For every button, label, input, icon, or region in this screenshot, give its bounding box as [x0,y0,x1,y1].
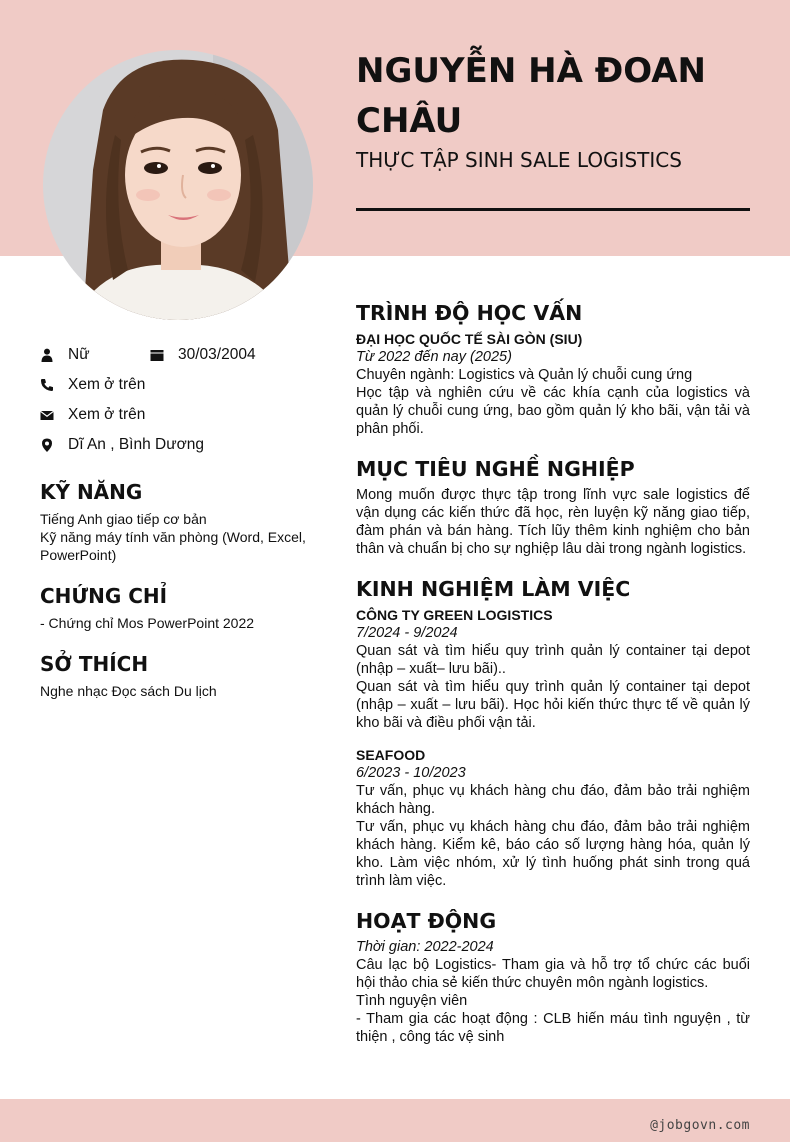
location-pin-icon [40,438,54,452]
education-description: Học tập và nghiên cứu về các khía cạnh của logistics và quản lý chuỗi cung ứng, bao gồm quản lý kho bãi, vận tải và phân phối. [356,385,750,437]
personal-row [40,340,330,370]
education-heading: TRÌNH ĐỘ HỌC VẤN [356,301,583,325]
experience-line: Quan sát và tìm hiểu quy trình quản lý container tại depot (nhập – xuất – lưu bãi). Học hỏi kiến thức thực tế về quản lý kho bãi và điều phối vận tải. [356,679,750,731]
watermark: @jobgovn.com [650,1118,750,1133]
header-divider [356,208,750,211]
experience-line: Quan sát và tìm hiểu quy trình quản lý container tại depot (nhập – xuất– lưu bãi).. [356,643,750,677]
job-title: THỰC TẬP SINH SALE LOGISTICS [356,148,682,172]
company-name: SEAFOOD [356,747,426,763]
phone-row [40,370,330,400]
company-name: CÔNG TY GREEN LOGISTICS [356,607,553,623]
calendar-icon [150,348,164,362]
activity-line: Tình nguyện viên [356,993,468,1009]
avatar-photo [43,50,313,320]
address-value: Dĩ An , Bình Dương [68,436,204,453]
experience-entry [356,746,750,890]
certificate-item: - Chứng chỉ Mos PowerPoint 2022 [40,615,255,631]
activities-period: Thời gian: 2022-2024 [356,939,494,955]
phone-value: Xem ở trên [68,376,146,393]
birthday-value: 30/03/2004 [178,346,256,363]
experience-line: Tư vấn, phục vụ khách hàng chu đáo, đảm bảo trải nghiệm khách hàng. [356,783,750,817]
gender-item [40,346,150,364]
education-section [356,298,750,438]
phone-icon [40,378,54,392]
experience-line: Tư vấn, phục vụ khách hàng chu đáo, đảm bảo trải nghiệm khách hàng. Kiểm kê, báo cáo số lượng hàng hóa, quản lý kho. Làm việc nhóm, xử lý tình huống phát sinh trong quá trình làm việc. [356,819,750,889]
hobbies-text: Nghe nhạc Đọc sách Du lịch [40,683,217,699]
email-value: Xem ở trên [68,406,146,423]
experience-section [356,574,750,890]
activity-line: - Tham gia các hoạt động : CLB hiến máu tình nguyện , từ thiện , công tác vệ sinh [356,1011,750,1045]
school-name: ĐẠI HỌC QUỐC TẾ SÀI GÒN (SIU) [356,331,583,347]
avatar [43,50,313,320]
activities-heading: HOẠT ĐỘNG [356,909,497,933]
address-row [40,430,330,460]
experience-heading: KINH NGHIỆM LÀM VIỆC [356,577,631,601]
certificates-heading: CHỨNG CHỈ [40,584,168,608]
gender-value: Nữ [68,346,90,363]
right-column [356,298,750,1062]
left-column [40,340,330,700]
hobbies-heading: SỞ THÍCH [40,652,149,676]
candidate-name: NGUYỄN HÀ ĐOAN CHÂU [356,51,706,141]
experience-period: 7/2024 - 9/2024 [356,625,458,641]
education-period: Từ 2022 đến nay (2025) [356,349,512,365]
skill-item: Kỹ năng máy tính văn phòng (Word, Excel, PowerPoint) [40,529,306,563]
experience-entry [356,606,750,732]
person-icon [40,348,54,362]
experience-period: 6/2023 - 10/2023 [356,765,466,781]
mail-icon [40,408,54,422]
education-major: Chuyên ngành: Logistics và Quản lý chuỗi cung ứng [356,367,693,383]
activity-line: Câu lạc bộ Logistics- Tham gia và hỗ trợ tổ chức các buổi hội thảo chia sẻ kiến thức chuyên môn ngành logistics. [356,957,750,991]
objective-heading: MỤC TIÊU NGHỀ NGHIỆP [356,457,635,481]
objective-section [356,454,750,558]
activities-section [356,906,750,1046]
objective-text: Mong muốn được thực tập trong lĩnh vực sale logistics để vận dụng các kiến thức đã học, rèn luyện kỹ năng giao tiếp, đàm phán và bán hàng. Tích lũy thêm kinh nghiệm cho bản thân và chuẩn bị cho sự nghiệp lâu dài trong ngành logistics. [356,487,750,557]
email-row [40,400,330,430]
skills-heading: KỸ NĂNG [40,480,143,504]
skill-item: Tiếng Anh giao tiếp cơ bản [40,511,207,527]
